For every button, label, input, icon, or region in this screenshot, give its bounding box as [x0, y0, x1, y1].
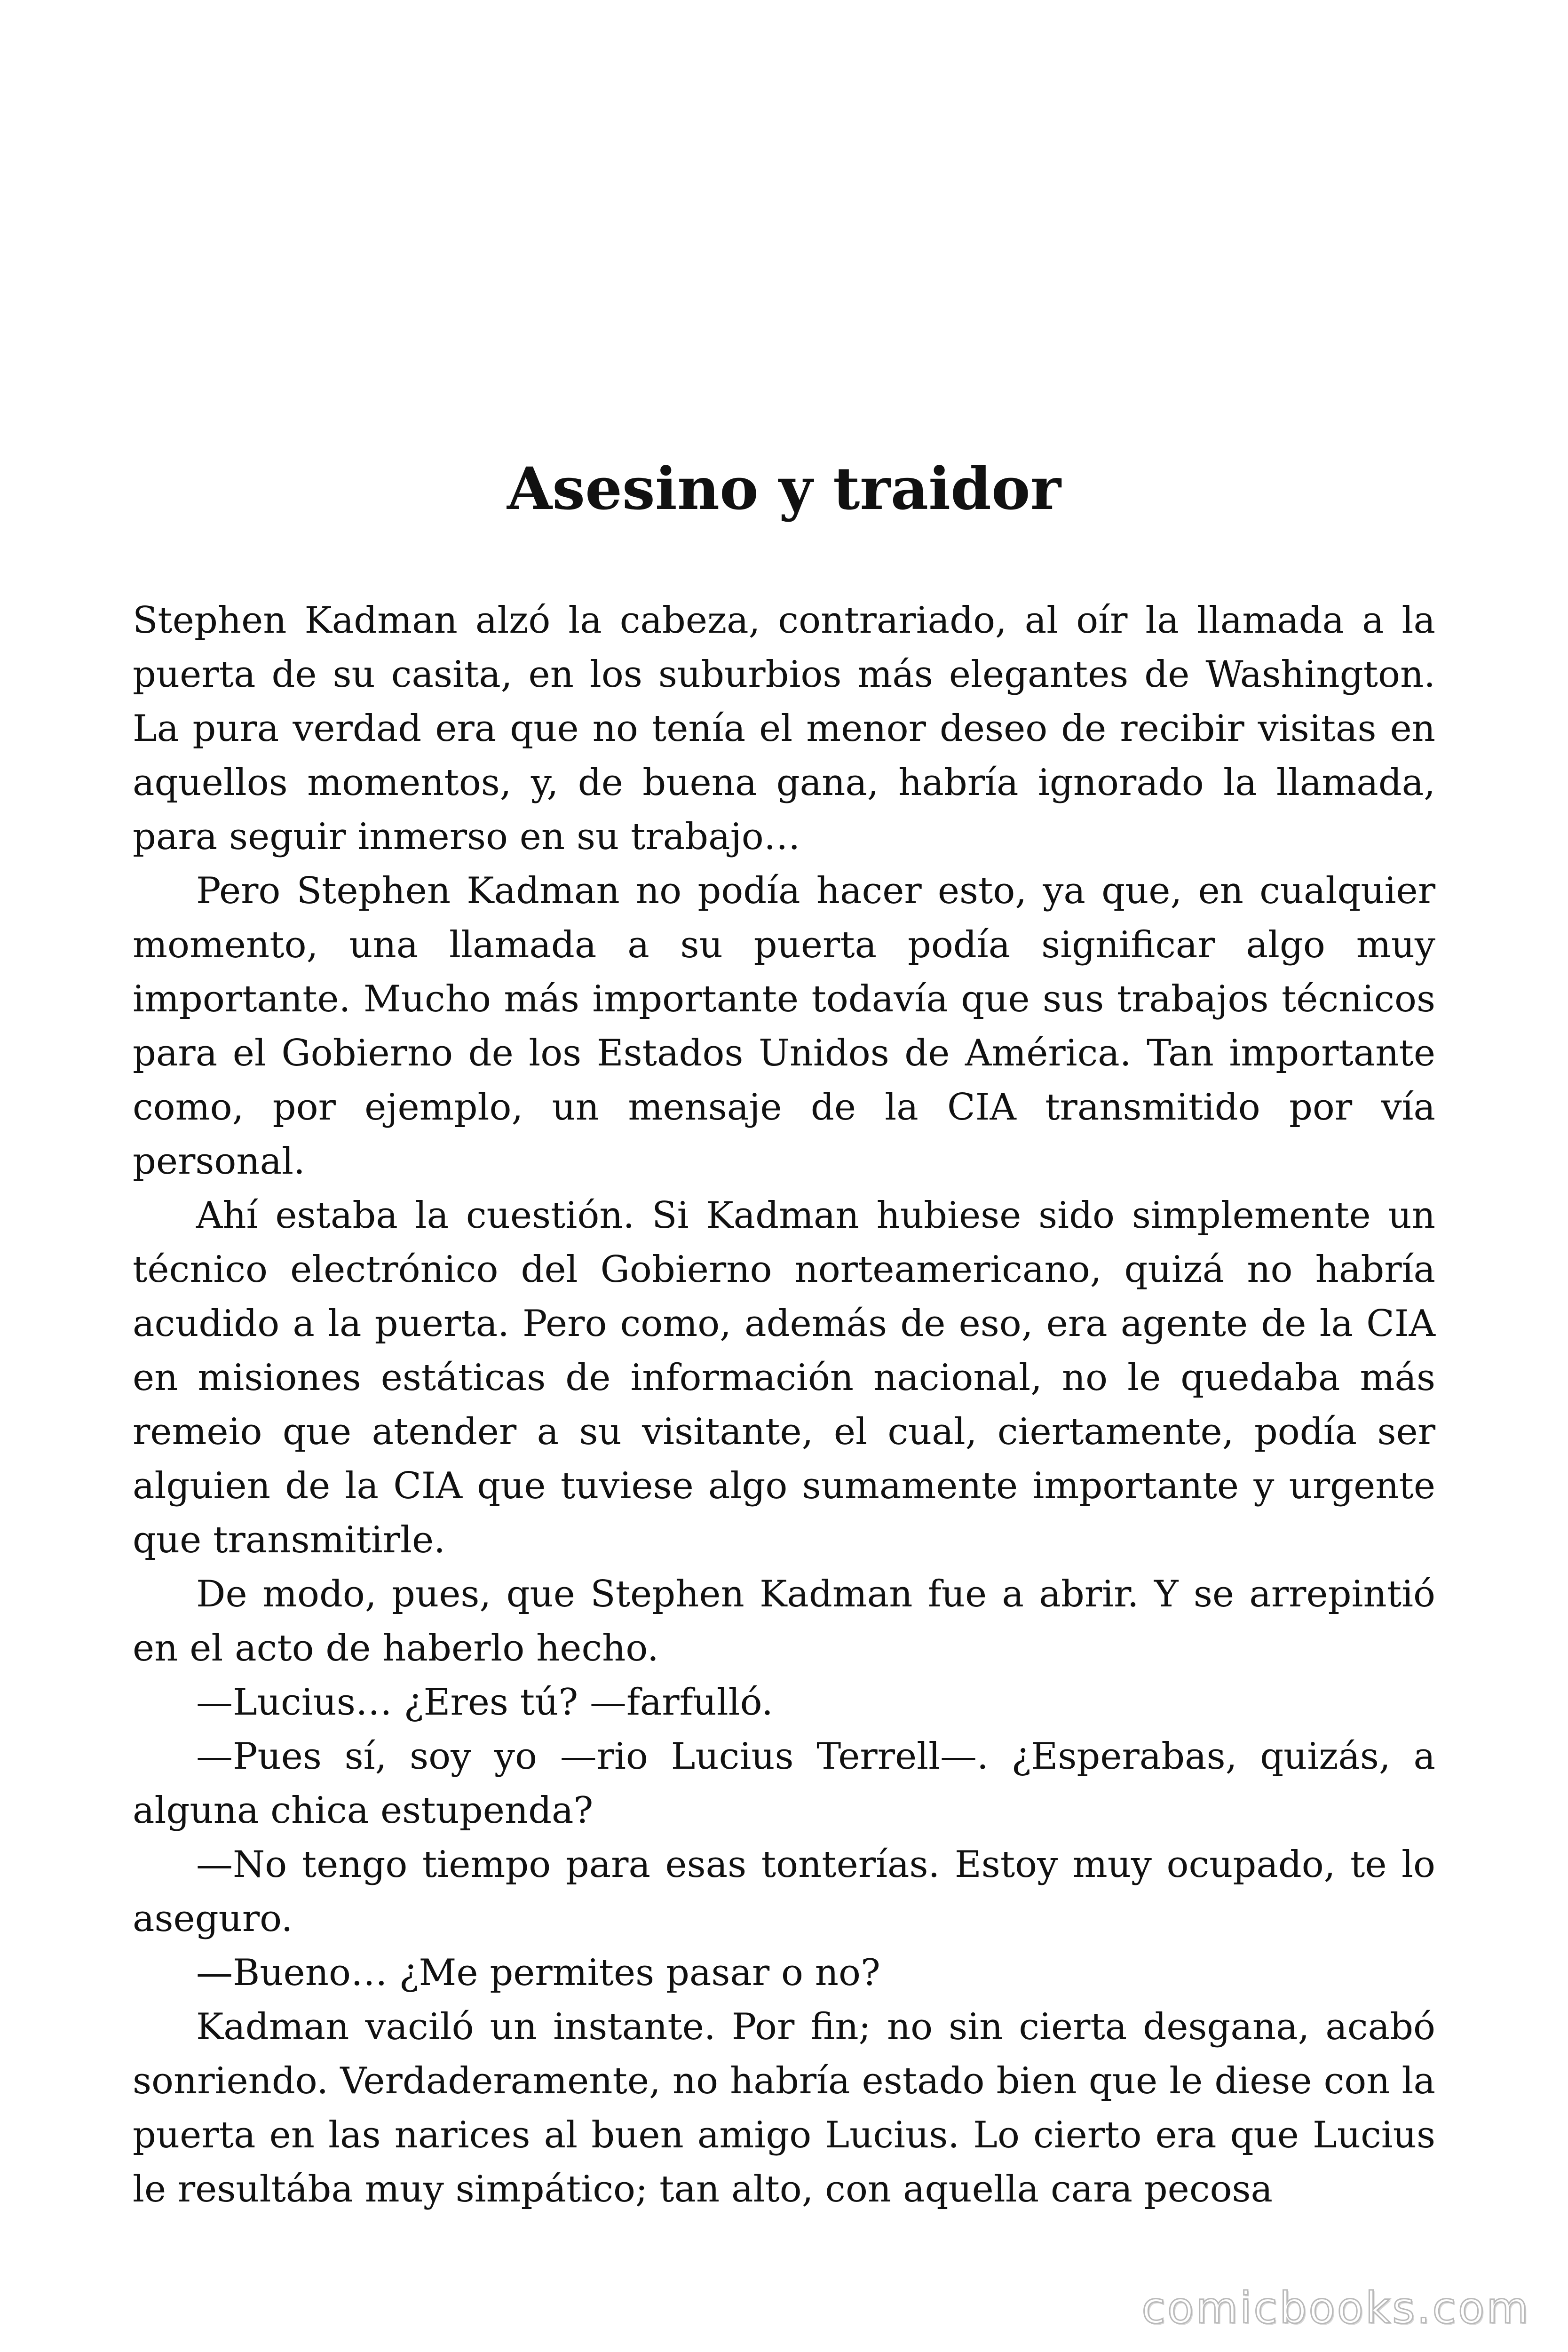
dialogue-line: —Pues sí, soy yo —rio Lucius Terrell—. ¿Esperabas, quizás, a alguna chica estupenda? — [133, 1735, 1435, 1832]
paragraph: Kadman vaciló un instante. Por fin; no sin cierta desgana, acabó sonriendo. Verdaderamente, no habría estado bien que le diese con la puerta en las narices al buen amigo Lucius. Lo cierto era que Lucius le resultába muy simpático; tan alto, con aquella cara pecosa — [133, 2006, 1435, 2210]
dialogue-line: —No tengo tiempo para esas tonterías. Estoy muy ocupado, te lo aseguro. — [133, 1843, 1435, 1940]
paragraph: Pero Stephen Kadman no podía hacer esto, ya que, en cualquier momento, una llamada a su puerta podía significar algo muy importante. Mucho más importante todavía que sus trabajos técnicos para el Gobierno de los Estados Unidos de América. Tan importante como, por ejemplo, un mensaje de la CIA transmitido por vía personal. — [133, 870, 1435, 1183]
chapter-body — [133, 594, 1435, 2217]
paragraph: De modo, pues, que Stephen Kadman fue a abrir. Y se arrepintió en el acto de haberlo hecho. — [133, 1573, 1435, 1669]
site-watermark: comicbooks.com — [1141, 2283, 1530, 2333]
dialogue-line: —Bueno… ¿Me permites pasar o no? — [196, 1952, 880, 1994]
dialogue-line: —Lucius… ¿Eres tú? —farfulló. — [196, 1681, 773, 1724]
chapter-title: Asesino y traidor — [507, 455, 1061, 523]
paragraph: Stephen Kadman alzó la cabeza, contrariado, al oír la llamada a la puerta de su casita, en los suburbios más elegantes de Washington. La pura verdad era que no tenía el menor deseo de recibir visitas en aquellos momentos, y, de buena gana, habría ignorado la llamada, para seguir inmerso en su trabajo… — [133, 599, 1435, 858]
paragraph: Ahí estaba la cuestión. Si Kadman hubiese sido simplemente un técnico electrónico del Gobierno norteamericano, quizá no habría acudido a la puerta. Pero como, además de eso, era agente de la CIA en misiones estáticas de información nacional, no le quedaba más remeio que atender a su visitante, el cual, ciertamente, podía ser alguien de la CIA que tuviese algo sumamente importante y urgente que transmitirle. — [133, 1194, 1435, 1561]
